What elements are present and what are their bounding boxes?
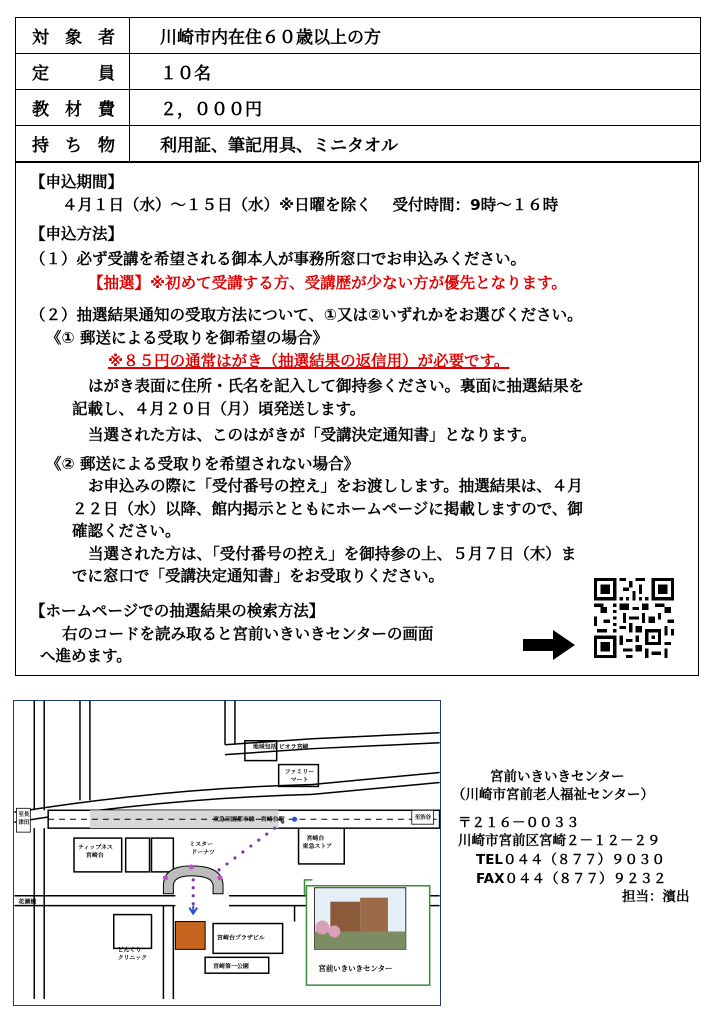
contact-name: 宮前いきいきセンター bbox=[490, 769, 625, 785]
map-label-care: 地域包括 ビオラ宮崎 bbox=[252, 743, 309, 751]
row-value-fee: ２，０００円 bbox=[130, 90, 701, 126]
option-1-heading: 《① 郵送による受取りを御希望の場合》 bbox=[46, 329, 329, 347]
map-label-nagatsuta-1: 至長 bbox=[18, 812, 30, 819]
contact-tel: TEL０４４（８７７）９０３０ bbox=[476, 852, 666, 868]
postcard-note: ※８５円の通常はがき（抽選結果の返信用）が必要です。 bbox=[108, 352, 510, 370]
label-char: 員 bbox=[98, 64, 115, 84]
label-char: ち bbox=[65, 136, 82, 156]
label-char: 材 bbox=[65, 100, 82, 120]
row-value-target: 川崎市内在住６０歳以上の方 bbox=[130, 18, 701, 54]
label-char: 教 bbox=[32, 100, 49, 120]
map-label-familymart-2: マート bbox=[290, 776, 309, 784]
lottery-note: 【抽選】※初めて受講する方、受講歴が少ない方が優先となります。 bbox=[88, 274, 567, 292]
method-heading: 【申込方法】 bbox=[30, 225, 124, 243]
info-table bbox=[15, 17, 701, 162]
map-label-plaza: 宮崎台プラザビル bbox=[217, 934, 265, 942]
label-char: 者 bbox=[98, 28, 115, 48]
option-2-line-1: お申込みの際に「受付番号の控え」をお渡しします。抽選結果は、４月 bbox=[88, 477, 583, 495]
option-2-line-4: 当選された方は、「受付番号の控え」を御持参の上、５月７日（木）ま bbox=[88, 545, 577, 563]
map-label-clinic-2: クリニック bbox=[117, 954, 148, 962]
contact-address: 川崎市宮前区宮崎２－１２－２９ bbox=[458, 833, 661, 849]
label-char: 象 bbox=[65, 28, 82, 48]
row-label-target bbox=[16, 18, 130, 54]
label-char: 対 bbox=[32, 28, 49, 48]
row-label-capacity bbox=[16, 54, 130, 90]
map-label-shibuya: 至渋谷 bbox=[414, 815, 432, 822]
contact-staff: 担当：濱出 bbox=[622, 889, 690, 905]
row-label-fee bbox=[16, 90, 130, 126]
map-label-clinic: どんぐり bbox=[117, 946, 142, 954]
period-text: ４月１日（水）～１５日（水）※日曜を除く 受付時間：9時～１６時 bbox=[62, 196, 559, 214]
row-value-items: 利用証、筆記用具、ミニタオル bbox=[130, 126, 701, 162]
map-label-center: 宮前いきいきセンター bbox=[318, 964, 393, 974]
contact-fax: FAX０４４（８７７）９２３２ bbox=[476, 871, 667, 887]
label-char: 持 bbox=[32, 136, 49, 156]
homepage-heading: 【ホームページでの抽選結果の検索方法】 bbox=[30, 602, 325, 620]
row-label-items bbox=[16, 126, 130, 162]
map-label-misterdonut: ミスター bbox=[189, 841, 214, 849]
label-char: 物 bbox=[98, 136, 115, 156]
label-char: 費 bbox=[98, 100, 115, 120]
map-label-familymart-1: ファミリー bbox=[284, 768, 315, 776]
option-1-line-2: 記載し、４月２０日（月）頃発送します。 bbox=[72, 400, 366, 418]
map-label-tipness: ティップネス bbox=[77, 844, 113, 852]
table-row bbox=[16, 54, 701, 90]
table-row bbox=[16, 126, 701, 162]
contact-zip: 〒２１６－００３３ bbox=[458, 815, 580, 831]
map-label-tokyustore: 宮崎台 bbox=[306, 835, 325, 843]
option-2-line-3: 確認ください。 bbox=[72, 522, 181, 540]
map-label-station: 東急田園都市線 宮崎台駅 bbox=[213, 816, 285, 824]
option-2-heading: 《② 郵送による受取りを希望されない場合》 bbox=[46, 455, 360, 473]
map-label-tokyustore-2: 東急ストア bbox=[302, 843, 333, 851]
map-label-nagatsuta-2: 津田 bbox=[18, 820, 30, 827]
method-1: （１）必ず受講を希望される御本人が事務所窓口でお申込みください。 bbox=[30, 250, 527, 268]
label-char: 定 bbox=[32, 64, 49, 84]
homepage-line-2: へ進めます。 bbox=[40, 647, 132, 665]
map-label-misterdonut-2: ドーナツ bbox=[191, 848, 216, 856]
row-value-capacity: １０名 bbox=[130, 54, 701, 90]
table-row bbox=[16, 18, 701, 54]
map-label-tipness-2: 宮崎台 bbox=[85, 851, 104, 859]
map-label-park: 宮崎第一公園 bbox=[213, 963, 249, 971]
option-1-line-3: 当選された方は、このはがきが「受講決定通知書」となります。 bbox=[88, 426, 537, 444]
arrow-right-icon bbox=[523, 630, 575, 660]
method-2: （２）抽選結果通知の受取方法について、①又は②いずれかをお選びください。 bbox=[30, 306, 583, 324]
option-2-line-2: ２２日（水）以降、館内掲示とともにホームページに掲載しますので、御 bbox=[72, 500, 583, 518]
map-label-hanagata: 花瀬橋 bbox=[18, 898, 37, 906]
option-2-line-5: でに窓口で「受講決定通知書」をお受取りください。 bbox=[72, 567, 445, 585]
table-row bbox=[16, 90, 701, 126]
contact-sub: （川崎市宮前老人福祉センター） bbox=[452, 787, 654, 803]
option-1-line-1: はがき表面に住所・氏名を記入して御持参ください。裏面に抽選結果を bbox=[88, 377, 585, 395]
homepage-line-1: 右のコードを読み取ると宮前いきいきセンターの画面 bbox=[62, 625, 434, 643]
period-heading: 【申込期間】 bbox=[30, 173, 124, 191]
access-map bbox=[13, 700, 441, 1006]
qr-code-icon[interactable] bbox=[594, 578, 674, 658]
